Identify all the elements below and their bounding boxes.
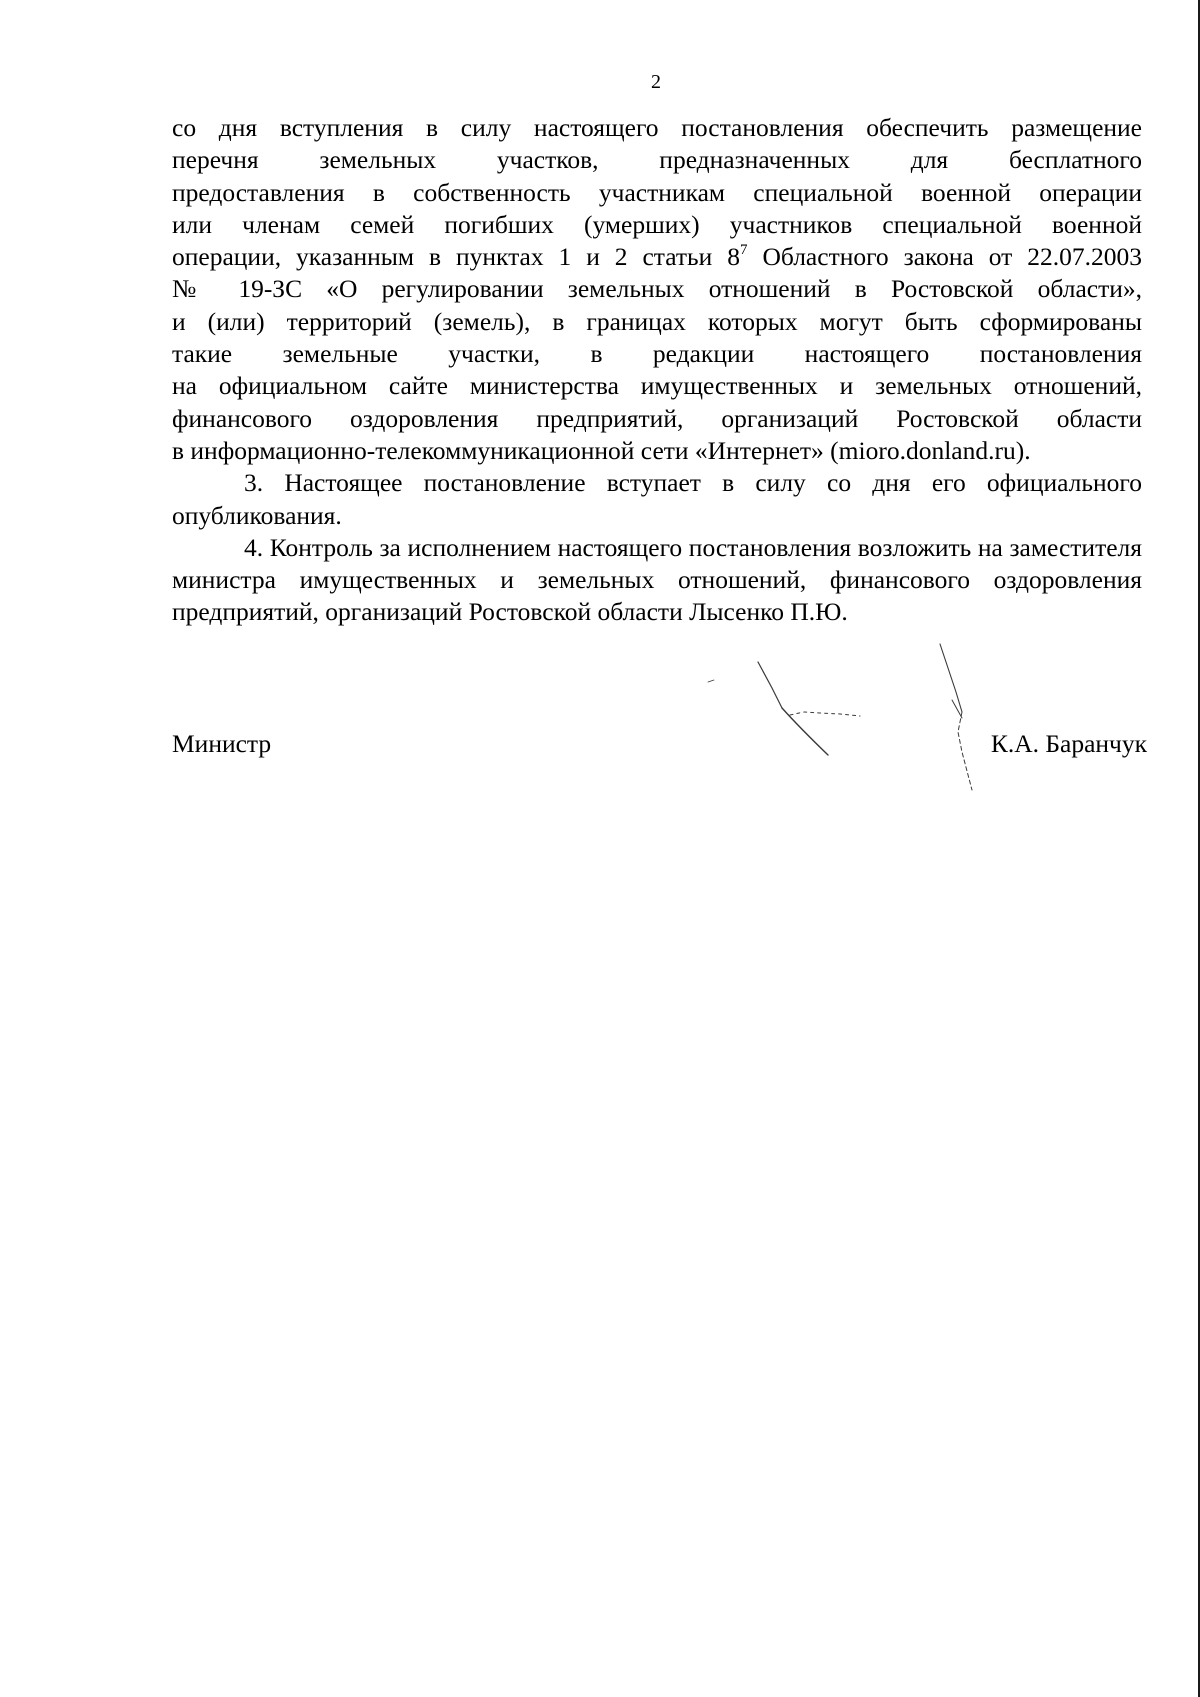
- text-segment: Областного закона от 22.07.2003: [747, 242, 1142, 272]
- text-segment: операции, указанным в пунктах 1 и 2 статьи 8: [172, 242, 741, 272]
- text-line: в информационно-телекоммуникационной сети «Интернет» (mioro.donland.ru).: [172, 435, 1031, 465]
- signatory-title: Министр: [172, 729, 272, 758]
- text-line: на официальном сайте министерства имущественных и земельных отношений,: [172, 371, 1142, 401]
- text-line: финансового оздоровления предприятий, организаций Ростовской области: [172, 403, 1142, 433]
- paragraph-item-3: 3. Настоящее постановление вступает в силу со дня его официального опубликования.: [172, 468, 1142, 530]
- signatory-name: К.А. Баранчук: [990, 729, 1147, 758]
- text-line: или членам семей погибших (умерших) участников специальной военной: [172, 209, 1142, 239]
- text-line: № 19-ЗС «О регулировании земельных отношений в Ростовской области»,: [172, 274, 1142, 304]
- page-number: 2: [651, 71, 661, 93]
- document-body: [172, 112, 1142, 629]
- text-line-with-footnote: [172, 241, 1142, 273]
- text-line: и (или) территорий (земель), в границах которых могут быть сформированы: [172, 306, 1142, 336]
- handwritten-signature: [700, 640, 1020, 820]
- text-line: перечня земельных участков, предназначенных для бесплатного: [172, 145, 1142, 175]
- superscript-article-number: 7: [740, 241, 748, 258]
- text-line: со дня вступления в силу настоящего постановления обеспечить размещение: [172, 113, 1142, 142]
- text-line: такие земельные участки, в редакции настоящего постановления: [172, 339, 1142, 369]
- text-line: предоставления в собственность участникам специальной военной операции: [172, 177, 1142, 207]
- continuation-paragraph: [172, 112, 1142, 467]
- paragraph-item-4: 4. Контроль за исполнением настоящего постановления возложить на заместителя министра имущественных и земельных отношений, финансового оздоровления предприятий, организаций Ростовской области Лысенко П.Ю.: [172, 532, 1142, 627]
